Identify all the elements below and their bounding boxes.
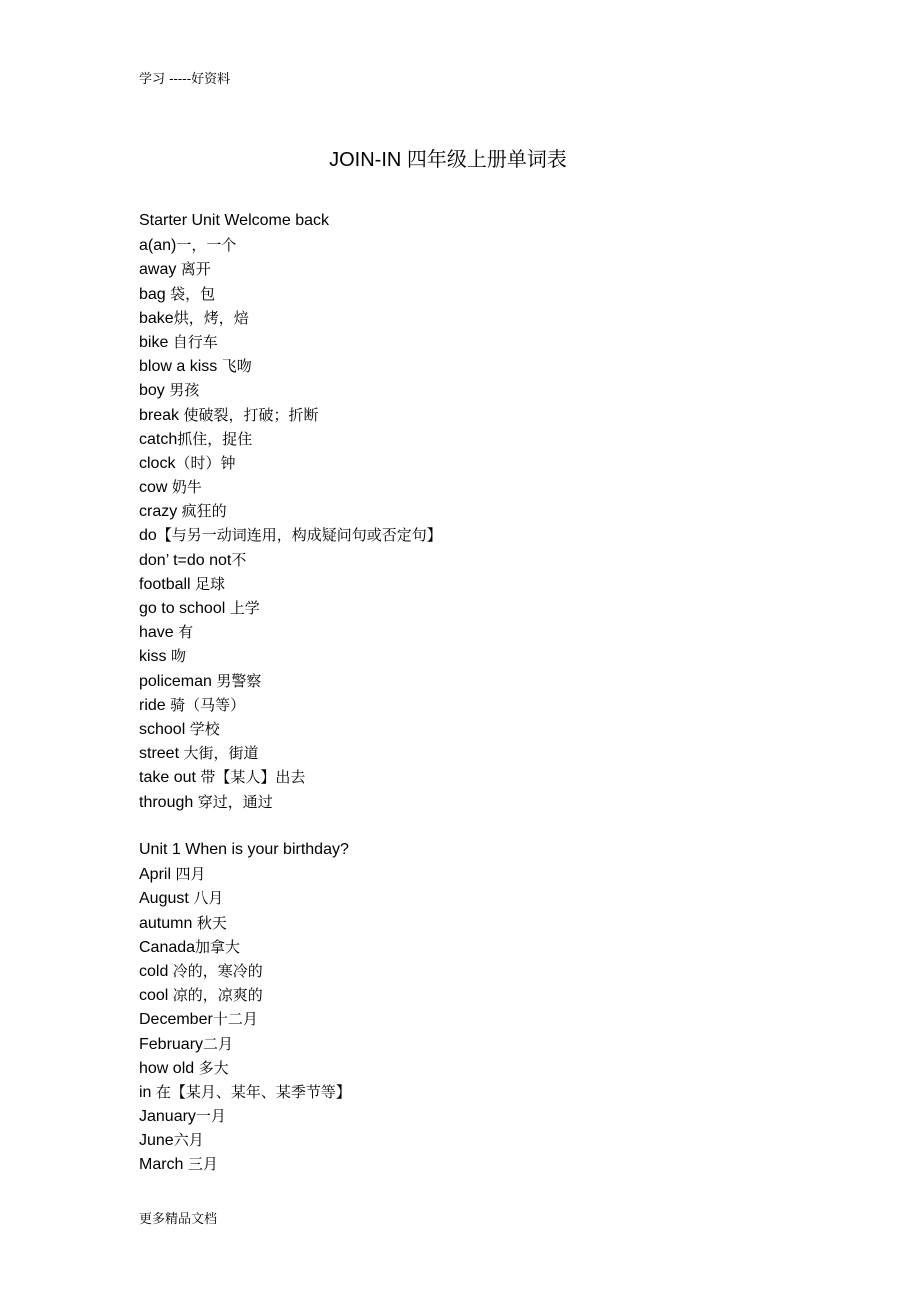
vocab-entry [139,427,839,451]
chinese-meaning: 吻 [171,647,187,666]
chinese-meaning: 袋，包 [170,284,216,303]
english-word: kiss [139,648,171,666]
chinese-meaning: 加拿大 [195,937,241,956]
word-list [139,862,839,1176]
vocab-entry [139,1032,839,1056]
chinese-meaning: 足球 [195,574,226,593]
vocab-entry [139,862,839,886]
english-word: clock [139,454,176,472]
vocab-entry [139,354,839,378]
vocab-entry [139,499,839,523]
vocab-entry [139,886,839,910]
english-word: bike [139,333,173,351]
vocab-section-unit1 [139,838,839,1177]
english-word: bag [139,285,171,303]
chinese-meaning: 大街，街道 [183,744,259,763]
chinese-meaning: 男孩 [169,381,200,400]
vocab-entry [139,1152,839,1176]
english-word: March [139,1156,188,1174]
chinese-meaning: 一月 [195,1107,226,1126]
english-word: ride [139,696,171,714]
vocab-entry [139,911,839,935]
english-word: away [139,261,181,279]
vocab-entry [139,475,839,499]
chinese-meaning: 男警察 [216,671,262,690]
chinese-meaning: 秋天 [196,913,227,932]
english-word: June [139,1132,174,1150]
word-list [139,233,839,814]
english-word: have [139,624,179,642]
english-word: bake [139,309,174,327]
vocab-entry [139,765,839,789]
english-word: street [139,745,184,763]
section-heading: Unit 1 When is your birthday? [139,841,349,858]
english-word: crazy [139,503,182,521]
vocab-entry [139,378,839,402]
english-word: February [139,1035,204,1053]
english-word: December [139,1011,213,1029]
chinese-meaning: 不 [231,550,247,569]
section-heading: Starter Unit Welcome back [139,212,329,229]
english-word: autumn [139,914,197,932]
chinese-meaning: 八月 [193,889,224,908]
english-word: policeman [139,672,217,690]
vocab-entry [139,282,839,306]
chinese-meaning: 四月 [175,865,206,884]
chinese-meaning: 【与另一动词连用，构成疑问句或否定句】 [156,526,442,545]
english-word: August [139,890,194,908]
english-word: do [139,527,157,545]
chinese-meaning: 三月 [187,1155,218,1174]
english-word: in [139,1083,156,1101]
chinese-meaning: 烘，烤，焙 [173,308,249,327]
vocab-entry [139,257,839,281]
vocab-entry [139,717,839,741]
page-header: 学习 -----好资料 [139,72,231,87]
chinese-meaning: 在【某月、某年、某季节等】 [155,1082,351,1101]
vocab-entry [139,935,839,959]
document-title: JOIN-IN 四年级上册单词表 [329,149,567,171]
vocab-entry [139,330,839,354]
vocab-entry [139,403,839,427]
chinese-meaning: 自行车 [172,332,218,351]
english-word: boy [139,382,170,400]
english-word: cool [139,987,173,1005]
chinese-meaning: 冷的，寒冷的 [172,961,263,980]
english-word: how old [139,1059,199,1077]
chinese-meaning: 穿过，通过 [197,792,273,811]
page-footer: 更多精品文档 [139,1212,218,1227]
vocab-entry [139,1104,839,1128]
vocab-entry [139,451,839,475]
chinese-meaning: 多大 [198,1058,229,1077]
chinese-meaning: 一，一个 [176,236,237,255]
chinese-meaning: 学校 [189,719,220,738]
english-word: a(an) [139,237,177,255]
vocab-entry [139,693,839,717]
chinese-meaning: 六月 [173,1131,204,1150]
english-word: school [139,720,190,738]
vocab-entry [139,959,839,983]
chinese-meaning: 上学 [229,599,260,617]
chinese-meaning: 使破裂，打破；折断 [183,405,319,424]
english-word: catch [139,430,178,448]
vocab-entry [139,1128,839,1152]
vocab-entry [139,548,839,572]
vocab-entry [139,669,839,693]
chinese-meaning: 带【某人】出去 [200,768,306,787]
english-word: blow a kiss [139,358,222,376]
chinese-meaning: 十二月 [212,1010,258,1029]
vocab-entry [139,644,839,668]
vocab-entry [139,620,839,644]
english-word: cold [139,962,173,980]
vocab-entry [139,233,839,257]
english-word: through [139,793,198,811]
chinese-meaning: 骑（马等） [170,695,246,714]
english-word: break [139,406,184,424]
chinese-meaning: 疯狂的 [181,502,227,521]
english-word: take out [139,769,201,787]
english-word: January [139,1108,196,1126]
vocab-section-starter [139,209,839,814]
english-word: April [139,866,176,884]
english-word: cow [139,479,172,497]
vocab-entry [139,1080,839,1104]
vocab-entry [139,1007,839,1031]
english-word: Canada [139,938,196,956]
english-word: football [139,575,196,593]
chinese-meaning: 离开 [180,260,211,279]
vocab-entry [139,572,839,596]
english-word: go to school [139,600,230,617]
vocab-entry [139,790,839,814]
english-word: don’ t=do not [139,551,232,569]
chinese-meaning: 有 [178,623,194,642]
chinese-meaning: 二月 [203,1034,234,1053]
vocab-entry [139,306,839,330]
chinese-meaning: 抓住，捉住 [177,429,253,448]
chinese-meaning: 奶牛 [171,478,202,497]
chinese-meaning: 飞吻 [221,357,252,376]
vocab-entry [139,983,839,1007]
chinese-meaning: 凉的，凉爽的 [172,986,263,1005]
vocab-entry [139,741,839,765]
vocab-entry [139,523,839,547]
vocab-entry [139,1056,839,1080]
chinese-meaning: （时）钟 [175,453,236,472]
vocab-entry [139,596,839,620]
